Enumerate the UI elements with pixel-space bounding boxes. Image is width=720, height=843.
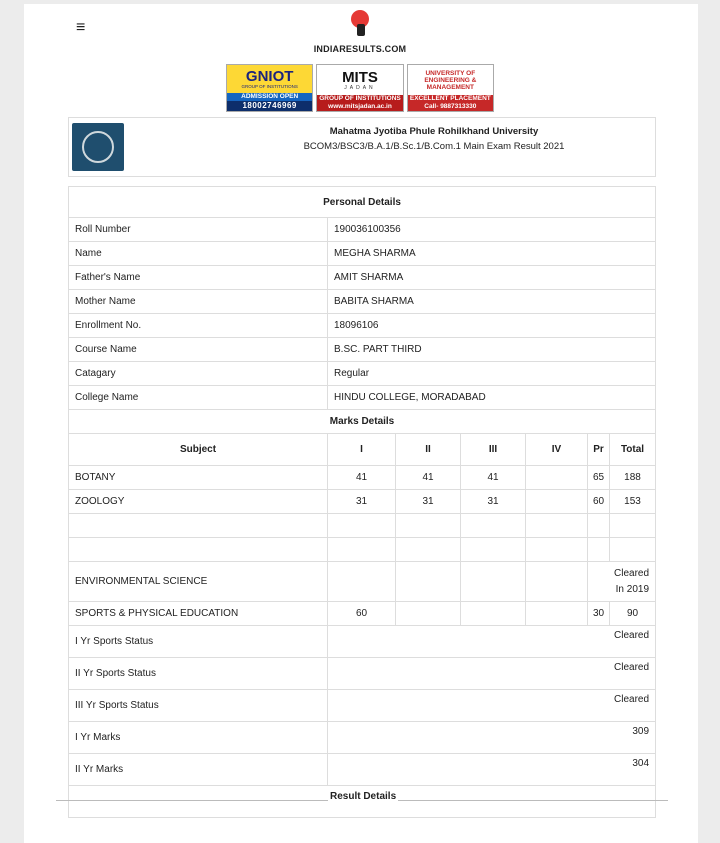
empty-row	[69, 514, 656, 538]
row-value: Regular	[328, 362, 656, 386]
personal-details-title: Personal Details	[69, 187, 656, 218]
status-label: II Yr Sports Status	[69, 658, 328, 690]
row-label: Father's Name	[69, 266, 328, 290]
status-value: 309	[328, 722, 656, 754]
ad-mits-line1: GROUP OF INSTITUTIONS	[319, 95, 401, 102]
ad-gniot-line1: ADMISSION OPEN	[227, 93, 312, 101]
row-value: AMIT SHARMA	[328, 266, 656, 290]
ad-gniot[interactable]	[226, 64, 313, 112]
col-header-total: Total	[610, 434, 656, 466]
personal-details-header	[69, 187, 656, 218]
mark-cell: 31	[328, 490, 396, 514]
table-row-env-science	[69, 562, 656, 602]
ad-uem-line2: Call- 9887313330	[408, 103, 493, 111]
mark-cell	[526, 490, 588, 514]
col-header-subject: Subject	[69, 434, 328, 466]
table-row	[69, 338, 656, 362]
row-label: Roll Number	[69, 218, 328, 242]
table-row-status	[69, 690, 656, 722]
env-status-cell	[588, 562, 656, 602]
result-table	[68, 186, 656, 818]
ad-mits[interactable]	[316, 64, 403, 112]
col-header-iii: III	[461, 434, 526, 466]
table-row-status	[69, 658, 656, 690]
marks-details-header	[69, 410, 656, 434]
exam-title: BCOM3/BSC3/B.A.1/B.Sc.1/B.Com.1 Main Exam Result 2021	[303, 141, 565, 152]
hamburger-menu-icon[interactable]: ≡	[76, 19, 86, 36]
row-value: 18096106	[328, 314, 656, 338]
subject-cell: SPORTS & PHYSICAL EDUCATION	[69, 602, 328, 626]
mark-cell: 60	[588, 490, 610, 514]
row-label: Course Name	[69, 338, 328, 362]
mark-cell: 65	[588, 466, 610, 490]
status-label: III Yr Sports Status	[69, 690, 328, 722]
row-label: Enrollment No.	[69, 314, 328, 338]
ad-banner-strip	[226, 64, 494, 112]
brand-name: INDIARESULTS.COM	[313, 44, 407, 54]
ad-mits-name: MITS	[342, 68, 378, 86]
table-row-sports	[69, 602, 656, 626]
mark-cell: 41	[396, 466, 461, 490]
status-label: I Yr Marks	[69, 722, 328, 754]
ad-mits-line2: www.mitsjadan.ac.in	[317, 103, 402, 111]
row-value: B.SC. PART THIRD	[328, 338, 656, 362]
result-details-title: Result Details	[330, 791, 397, 802]
status-value: Cleared	[328, 626, 656, 658]
mark-cell: 31	[461, 490, 526, 514]
col-header-ii: II	[396, 434, 461, 466]
mark-cell: 153	[610, 490, 656, 514]
row-label: Name	[69, 242, 328, 266]
status-label: II Yr Marks	[69, 754, 328, 786]
logo-mark-icon	[349, 10, 371, 36]
table-row	[69, 386, 656, 410]
mark-cell: 41	[461, 466, 526, 490]
table-row	[69, 290, 656, 314]
university-name: Mahatma Jyotiba Phule Rohilkhand University	[329, 126, 539, 137]
col-header-pr: Pr	[588, 434, 610, 466]
table-row-status	[69, 754, 656, 786]
row-value: BABITA SHARMA	[328, 290, 656, 314]
env-status-year: In 2019	[615, 583, 650, 595]
mark-cell: 90	[610, 602, 656, 626]
marks-column-headers	[69, 434, 656, 466]
row-value: MEGHA SHARMA	[328, 242, 656, 266]
table-row	[69, 490, 656, 514]
row-label: College Name	[69, 386, 328, 410]
ad-uem-name: UNIVERSITY OF ENGINEERING & MANAGEMENT	[424, 69, 477, 91]
table-row	[69, 466, 656, 490]
ad-gniot-name: GNIOT	[245, 68, 294, 85]
table-row	[69, 314, 656, 338]
status-label: I Yr Sports Status	[69, 626, 328, 658]
subject-cell: ENVIRONMENTAL SCIENCE	[69, 562, 328, 602]
mark-cell	[526, 466, 588, 490]
row-label: Mother Name	[69, 290, 328, 314]
subject-cell: ZOOLOGY	[69, 490, 328, 514]
col-header-iv: IV	[526, 434, 588, 466]
university-seal-icon	[72, 123, 124, 171]
mark-cell: 60	[328, 602, 396, 626]
mark-cell: 188	[610, 466, 656, 490]
mark-cell: 31	[396, 490, 461, 514]
env-status: Cleared	[614, 567, 650, 579]
table-row-status	[69, 626, 656, 658]
col-header-i: I	[328, 434, 396, 466]
ad-gniot-sub: GROUP OF INSTITUTIONS	[241, 84, 298, 89]
ad-uem[interactable]	[407, 64, 494, 112]
table-row	[69, 218, 656, 242]
ad-uem-line1: EXCELLENT PLACEMENT	[408, 95, 493, 103]
marks-details-title: Marks Details	[69, 410, 656, 434]
table-row-status	[69, 722, 656, 754]
status-value: Cleared	[328, 658, 656, 690]
table-row	[69, 242, 656, 266]
ad-gniot-line2: 18002746969	[227, 101, 312, 111]
mark-cell: 30	[588, 602, 610, 626]
row-value: HINDU COLLEGE, MORADABAD	[328, 386, 656, 410]
empty-row	[69, 538, 656, 562]
row-label: Catagary	[69, 362, 328, 386]
table-row	[69, 266, 656, 290]
row-value: 190036100356	[328, 218, 656, 242]
site-logo[interactable]	[310, 10, 410, 54]
mark-cell: 41	[328, 466, 396, 490]
status-value: 304	[328, 754, 656, 786]
subject-cell: BOTANY	[69, 466, 328, 490]
table-row	[69, 362, 656, 386]
university-header	[68, 117, 656, 177]
status-value: Cleared	[328, 690, 656, 722]
ad-mits-sub: JADAN	[344, 84, 376, 91]
